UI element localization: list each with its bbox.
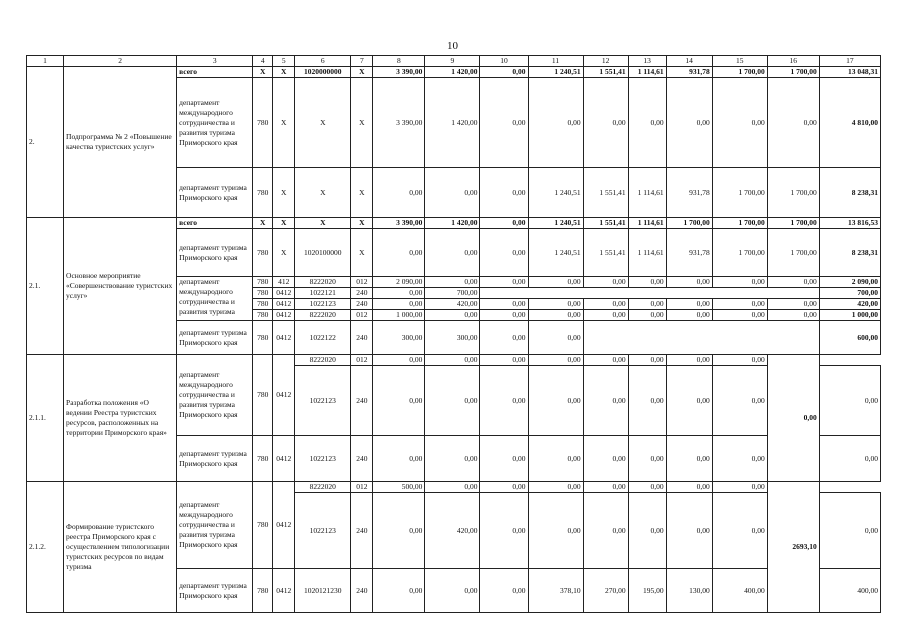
table-cell: X <box>295 78 351 168</box>
activity-name: Основное мероприятие «Совершенствование туристских услуг» <box>64 218 177 355</box>
table-cell: 0,00 <box>528 355 583 366</box>
table-cell: 0412 <box>273 436 295 482</box>
table-cell: 0,00 <box>712 355 767 366</box>
table-cell: 0,00 <box>666 493 712 569</box>
header-cell: 6 <box>295 56 351 67</box>
table-cell: 0412 <box>273 355 295 436</box>
table-cell: 240 <box>351 288 373 299</box>
table-cell: 0,00 <box>480 436 528 482</box>
table-cell: 0,00 <box>528 299 583 310</box>
table-cell: 1 114,61 <box>628 168 666 218</box>
table-cell: 0,00 <box>712 310 767 321</box>
table-cell: 1 700,00 <box>767 229 819 277</box>
table-cell: 1022123 <box>295 493 351 569</box>
table-cell: 0,00 <box>528 321 583 355</box>
table-cell: 780 <box>253 288 273 299</box>
table-cell: X <box>295 218 351 229</box>
table-cell: X <box>273 78 295 168</box>
table-cell: 1 700,00 <box>712 67 767 78</box>
table-cell: 0,00 <box>373 355 425 366</box>
table-cell <box>583 321 628 355</box>
table-cell <box>480 288 528 299</box>
table-cell: 240 <box>351 436 373 482</box>
row-total: 4 810,00 <box>819 78 880 168</box>
table-cell: 0,00 <box>819 493 880 569</box>
table-cell: 931,78 <box>666 229 712 277</box>
table-cell: 0,00 <box>583 436 628 482</box>
table-cell: 0,00 <box>373 569 425 613</box>
table-cell: 0,00 <box>712 436 767 482</box>
table-cell: 931,78 <box>666 168 712 218</box>
table-cell: 1 700,00 <box>666 218 712 229</box>
table-cell: 1 240,51 <box>528 168 583 218</box>
table-cell: 0,00 <box>712 482 767 493</box>
table-cell: 0,00 <box>819 366 880 436</box>
table-cell: 1 420,00 <box>425 67 480 78</box>
table-cell: X <box>351 78 373 168</box>
table-cell: 0,00 <box>480 482 528 493</box>
table-cell: 0,00 <box>583 310 628 321</box>
row-total: 8 238,31 <box>819 168 880 218</box>
table-cell: 780 <box>253 321 273 355</box>
table-cell: 012 <box>351 277 373 288</box>
table-cell: 412 <box>273 277 295 288</box>
table-cell <box>712 321 767 355</box>
table-cell: 0,00 <box>767 78 819 168</box>
table-cell: 0,00 <box>666 366 712 436</box>
table-cell: 240 <box>351 299 373 310</box>
table-cell: 1 420,00 <box>425 218 480 229</box>
table-cell: 0,00 <box>480 493 528 569</box>
table-cell: 0,00 <box>583 78 628 168</box>
table-cell: 780 <box>253 277 273 288</box>
table-cell: 420,00 <box>425 299 480 310</box>
table-cell: 0,00 <box>628 277 666 288</box>
table-cell: 1 000,00 <box>373 310 425 321</box>
row-total: 600,00 <box>819 321 880 355</box>
table-cell: 1020000000 <box>295 67 351 78</box>
table-cell: 0,00 <box>425 482 480 493</box>
table-cell: 0,00 <box>373 229 425 277</box>
table-cell: 8222020 <box>295 482 351 493</box>
table-cell: 1 700,00 <box>767 67 819 78</box>
table-row <box>27 482 881 493</box>
table-cell: 0,00 <box>628 310 666 321</box>
table-cell: 0,00 <box>480 78 528 168</box>
table-cell: 0,00 <box>373 299 425 310</box>
table-cell: 1022122 <box>295 321 351 355</box>
table-cell: 0,00 <box>583 277 628 288</box>
table-cell: 1 551,41 <box>583 218 628 229</box>
table-cell: 1 700,00 <box>712 168 767 218</box>
table-cell: 1 114,61 <box>628 229 666 277</box>
table-cell: X <box>295 168 351 218</box>
table-cell: X <box>351 168 373 218</box>
table-cell: 1 114,61 <box>628 218 666 229</box>
table-cell: X <box>273 229 295 277</box>
table-cell: 700,00 <box>425 288 480 299</box>
row-total: 2693,10 <box>767 482 819 613</box>
row-total: 420,00 <box>819 299 880 310</box>
table-cell: 0,00 <box>373 168 425 218</box>
header-cell: 7 <box>351 56 373 67</box>
header-row <box>27 56 881 67</box>
table-cell: 012 <box>351 482 373 493</box>
table-cell <box>528 288 583 299</box>
table-cell: 0,00 <box>628 493 666 569</box>
table-cell: 1 240,51 <box>528 229 583 277</box>
table-cell: 240 <box>351 569 373 613</box>
row-total: 8 238,31 <box>819 229 880 277</box>
header-cell: 10 <box>480 56 528 67</box>
table-cell: 3 390,00 <box>373 78 425 168</box>
table-cell: 0,00 <box>480 299 528 310</box>
table-cell: 1 551,41 <box>583 67 628 78</box>
table-cell: 1 551,41 <box>583 229 628 277</box>
department-name: департамент международного сотрудничества и развития туризма Приморского края <box>177 482 253 569</box>
table-cell: 931,78 <box>666 67 712 78</box>
table-cell: 1 240,51 <box>528 218 583 229</box>
table-cell: 0,00 <box>528 310 583 321</box>
table-cell: 0,00 <box>480 321 528 355</box>
table-cell: 1020121230 <box>295 569 351 613</box>
table-cell: 0,00 <box>628 355 666 366</box>
department-name: департамент международного сотрудничества и развития туризма Приморского края <box>177 355 253 436</box>
table-cell: 0,00 <box>480 310 528 321</box>
header-cell: 8 <box>373 56 425 67</box>
department-name: департамент международного сотрудничества и развития туризма Приморского края <box>177 78 253 168</box>
table-cell: 500,00 <box>373 482 425 493</box>
table-cell: 0,00 <box>373 288 425 299</box>
table-cell: 0,00 <box>712 493 767 569</box>
table-cell: 0,00 <box>628 78 666 168</box>
table-cell: 0,00 <box>666 277 712 288</box>
header-cell: 5 <box>273 56 295 67</box>
table-cell: 0,00 <box>628 436 666 482</box>
table-cell: 0,00 <box>666 355 712 366</box>
table-cell <box>666 321 712 355</box>
table-cell: 0,00 <box>480 569 528 613</box>
table-cell: 0,00 <box>628 482 666 493</box>
table-cell: X <box>253 67 273 78</box>
table-cell: 780 <box>253 78 273 168</box>
table-cell: 0,00 <box>480 229 528 277</box>
header-cell: 14 <box>666 56 712 67</box>
table-cell: 0,00 <box>583 482 628 493</box>
table-cell: 0,00 <box>528 493 583 569</box>
total-label: всего <box>177 218 253 229</box>
table-cell: 0,00 <box>767 299 819 310</box>
table-cell: 1 700,00 <box>767 218 819 229</box>
row-number: 2.1.1. <box>27 355 64 482</box>
table-cell: 0,00 <box>712 366 767 436</box>
table-cell: 0,00 <box>712 78 767 168</box>
table-cell: 8222020 <box>295 355 351 366</box>
header-cell: 3 <box>177 56 253 67</box>
header-cell: 12 <box>583 56 628 67</box>
table-cell: 0,00 <box>666 436 712 482</box>
table-cell: 0,00 <box>480 366 528 436</box>
header-cell: 17 <box>819 56 880 67</box>
table-cell: 1 114,61 <box>628 67 666 78</box>
table-cell: 0412 <box>273 288 295 299</box>
table-cell: 0,00 <box>712 299 767 310</box>
header-cell: 1 <box>27 56 64 67</box>
table-cell: X <box>273 67 295 78</box>
table-cell: 0,00 <box>373 493 425 569</box>
table-cell: 0,00 <box>666 482 712 493</box>
table-cell <box>628 288 666 299</box>
row-number: 2. <box>27 67 64 218</box>
table-cell: 8222020 <box>295 310 351 321</box>
table-cell: 1 551,41 <box>583 168 628 218</box>
table-cell: 195,00 <box>628 569 666 613</box>
table-cell <box>767 321 819 355</box>
table-cell: 2 090,00 <box>373 277 425 288</box>
table-cell: 8222020 <box>295 277 351 288</box>
department-name: департамент международного сотрудничества и развития туризма <box>177 277 253 321</box>
table-cell: X <box>273 218 295 229</box>
table-cell: 0,00 <box>628 299 666 310</box>
table-cell: 012 <box>351 355 373 366</box>
table-cell: 0,00 <box>666 78 712 168</box>
table-cell: 0,00 <box>583 366 628 436</box>
header-cell: 16 <box>767 56 819 67</box>
budget-table <box>26 55 881 613</box>
table-cell: 240 <box>351 493 373 569</box>
table-cell <box>583 288 628 299</box>
table-cell: 0,00 <box>528 482 583 493</box>
table-cell: 780 <box>253 482 273 569</box>
table-cell: 0,00 <box>767 277 819 288</box>
department-name: департамент туризма Приморского края <box>177 321 253 355</box>
table-cell: 1 700,00 <box>767 168 819 218</box>
table-cell <box>628 321 666 355</box>
header-cell: 9 <box>425 56 480 67</box>
table-cell: 1022121 <box>295 288 351 299</box>
table-cell: 240 <box>351 366 373 436</box>
table-cell: 0412 <box>273 569 295 613</box>
table-cell: X <box>273 168 295 218</box>
table-cell: 0,00 <box>528 436 583 482</box>
table-cell: 0,00 <box>528 277 583 288</box>
table-cell: 0,00 <box>425 168 480 218</box>
table-cell: 400,00 <box>712 569 767 613</box>
table-cell: 0,00 <box>425 277 480 288</box>
row-number: 2.1. <box>27 218 64 355</box>
total-label: всего <box>177 67 253 78</box>
page-number: 10 <box>447 40 458 52</box>
table-cell: 240 <box>351 321 373 355</box>
table-cell <box>666 288 712 299</box>
table-cell: 0,00 <box>480 355 528 366</box>
table-cell: X <box>351 67 373 78</box>
table-cell: 130,00 <box>666 569 712 613</box>
table-cell: 420,00 <box>425 493 480 569</box>
table-cell: 0,00 <box>425 355 480 366</box>
department-name: департамент туризма Приморского края <box>177 168 253 218</box>
table-cell: 300,00 <box>373 321 425 355</box>
table-cell: 270,00 <box>583 569 628 613</box>
table-cell: 1 700,00 <box>712 218 767 229</box>
table-cell: 0412 <box>273 482 295 569</box>
table-cell: 1020100000 <box>295 229 351 277</box>
table-cell: 0,00 <box>666 310 712 321</box>
table-cell: 780 <box>253 229 273 277</box>
table-cell: X <box>253 218 273 229</box>
row-total: 2 090,00 <box>819 277 880 288</box>
header-cell: 2 <box>64 56 177 67</box>
table-cell: 0,00 <box>583 299 628 310</box>
table-cell: 0,00 <box>666 299 712 310</box>
table-cell: 0,00 <box>767 310 819 321</box>
table-cell: 780 <box>253 168 273 218</box>
table-cell: 780 <box>253 436 273 482</box>
table-cell: 0,00 <box>528 78 583 168</box>
table-cell: 0,00 <box>480 67 528 78</box>
table-cell: 0,00 <box>583 493 628 569</box>
table-cell: 0412 <box>273 310 295 321</box>
table-cell: 780 <box>253 299 273 310</box>
table-cell: 0,00 <box>425 366 480 436</box>
table-row <box>27 218 881 229</box>
table-cell: 0,00 <box>819 436 880 482</box>
table-cell <box>712 288 767 299</box>
table-cell: 0,00 <box>373 366 425 436</box>
table-cell: 0,00 <box>480 218 528 229</box>
table-cell: 378,10 <box>528 569 583 613</box>
table-cell: 400,00 <box>819 569 880 613</box>
header-cell: 15 <box>712 56 767 67</box>
table-cell: 1 420,00 <box>425 78 480 168</box>
table-cell: 13 048,31 <box>819 67 880 78</box>
table-cell: 3 390,00 <box>373 67 425 78</box>
row-total: 1 000,00 <box>819 310 880 321</box>
table-cell: 1 700,00 <box>712 229 767 277</box>
table-cell: 780 <box>253 310 273 321</box>
table-cell: 012 <box>351 310 373 321</box>
header-cell: 13 <box>628 56 666 67</box>
measure-name: Формирование туристского реестра Приморского края с осуществлением типологизации туристских ресурсов по видам туризма <box>64 482 177 613</box>
row-total: 0,00 <box>767 355 819 482</box>
table-cell: 0,00 <box>480 277 528 288</box>
table-cell: 0412 <box>273 321 295 355</box>
table-cell: 0,00 <box>425 436 480 482</box>
program-name: Подпрограмма № 2 «Повышение качества туристских услуг» <box>64 67 177 218</box>
table-cell: 13 816,53 <box>819 218 880 229</box>
table-row <box>27 67 881 78</box>
measure-name: Разработка положения «О ведении Реестра туристских ресурсов, расположенных на территории Приморского края» <box>64 355 177 482</box>
row-total: 700,00 <box>819 288 880 299</box>
department-name: департамент туризма Приморского края <box>177 569 253 613</box>
table-cell: 0,00 <box>425 229 480 277</box>
department-name: департамент туризма Приморского края <box>177 436 253 482</box>
table-cell <box>767 288 819 299</box>
table-cell: 0,00 <box>425 310 480 321</box>
table-cell: 1 240,51 <box>528 67 583 78</box>
table-cell: 0,00 <box>528 366 583 436</box>
table-cell: 0,00 <box>628 366 666 436</box>
table-row <box>27 355 881 366</box>
department-name: департамент туризма Приморского края <box>177 229 253 277</box>
header-cell: 4 <box>253 56 273 67</box>
table-cell: 0,00 <box>480 168 528 218</box>
table-cell: 0412 <box>273 299 295 310</box>
table-cell: 1022123 <box>295 436 351 482</box>
table-cell: 300,00 <box>425 321 480 355</box>
table-cell: 1022123 <box>295 299 351 310</box>
table-cell: 0,00 <box>425 569 480 613</box>
table-cell: 780 <box>253 569 273 613</box>
table-cell: 0,00 <box>583 355 628 366</box>
table-cell: 780 <box>253 355 273 436</box>
header-cell: 11 <box>528 56 583 67</box>
table-cell: X <box>351 218 373 229</box>
table-cell: 1022123 <box>295 366 351 436</box>
table-cell: 3 390,00 <box>373 218 425 229</box>
table-cell: X <box>351 229 373 277</box>
table-cell: 0,00 <box>373 436 425 482</box>
table-cell: 0,00 <box>712 277 767 288</box>
row-number: 2.1.2. <box>27 482 64 613</box>
